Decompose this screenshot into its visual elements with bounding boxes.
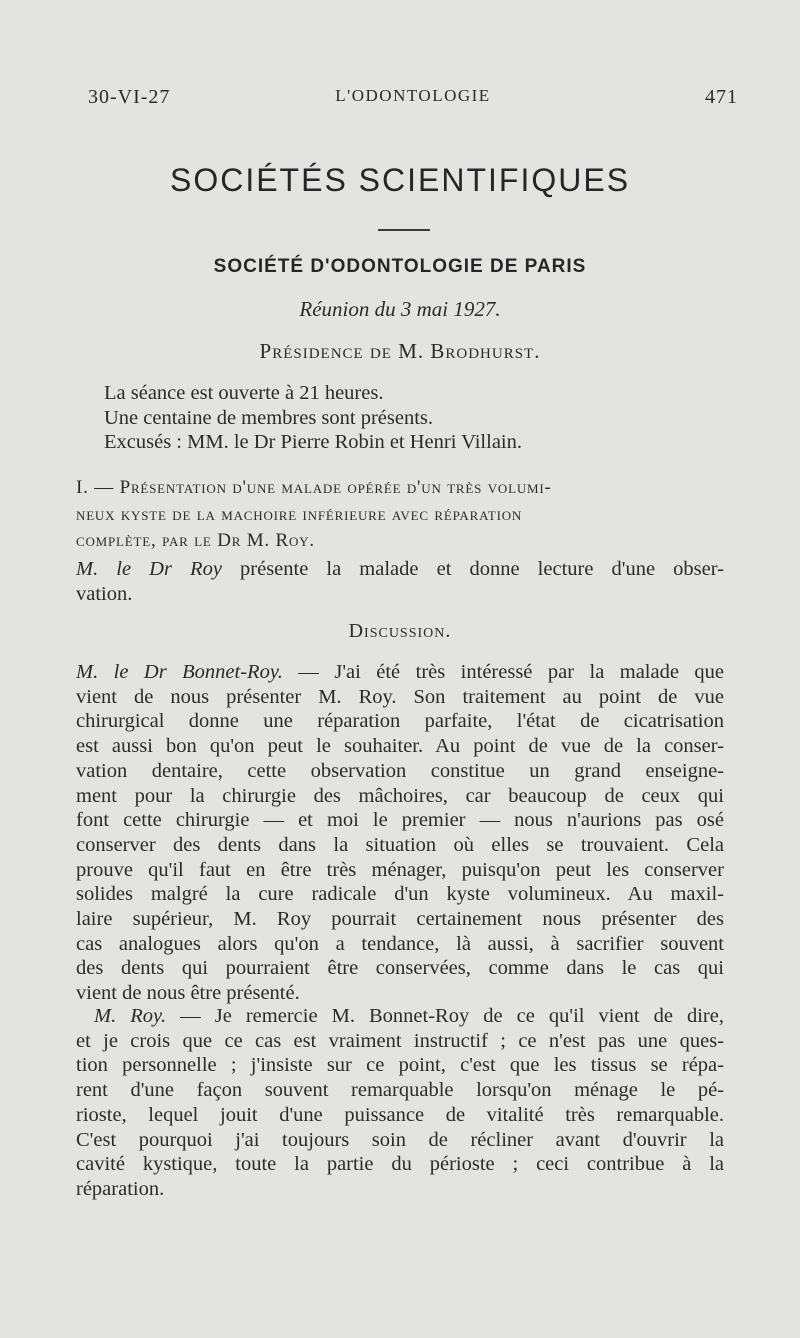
paragraph-line: est aussi bon qu'on peut le souhaiter. Au point de vue de la conser- <box>76 735 724 758</box>
paragraph-line: tion personnelle ; j'insiste sur ce point, c'est que les tissus se répa- <box>76 1054 724 1077</box>
discussion-heading: Discussion. <box>348 620 452 642</box>
intro-line: La séance est ouverte à 21 heures. <box>104 382 384 404</box>
paragraph-line: conserver des dents dans la situation où elles se trouvaient. Cela <box>76 833 724 856</box>
paragraph-line: chirurgical donne une réparation parfaite, l'état de cicatrisation <box>76 710 724 733</box>
paragraph-line: rioste, lequel jouit d'une puissance de vitalité très remarquable. <box>76 1103 724 1126</box>
paragraph-line: et je crois que ce cas est vraiment instructif ; ce n'est pas une ques- <box>76 1029 724 1052</box>
running-head-date: 30-VI-27 <box>88 86 171 108</box>
discussion-paragraph-roy <box>76 1004 724 1202</box>
presentation-paragraph <box>76 557 724 606</box>
presidency-line: Présidence de M. Brodhurst. <box>259 339 541 363</box>
paragraph-line: rent d'une façon souvent remarquable lorsqu'on ménage le pé- <box>76 1079 724 1102</box>
speaker-name: M. le Dr Roy <box>76 558 222 580</box>
paragraph-line: laire supérieur, M. Roy pourrait certainement nous présenter des <box>76 908 724 931</box>
paragraph-line: des dents qui pourraient être conservées, comme dans le cas qui <box>76 957 724 980</box>
item-heading <box>76 475 724 555</box>
speaker-name: M. le Dr Bonnet-Roy. <box>76 661 283 683</box>
line-text: présente la malade et donne lecture d'une obser- <box>221 558 724 580</box>
paragraph-line: réparation. <box>76 1177 165 1200</box>
paragraph-line: cavité kystique, toute la partie du périoste ; ceci contribue à la <box>76 1153 724 1176</box>
paragraph-line: vation dentaire, cette observation constitue un grand enseigne- <box>76 759 724 782</box>
paragraph-line: vation. <box>76 582 133 605</box>
paragraph-line: vient de nous être présenté. <box>76 982 300 1005</box>
running-head-journal: L'ODONTOLOGIE <box>335 86 491 105</box>
paragraph-line <box>76 557 724 582</box>
item-heading-line: neux kyste de la machoire inférieure avec réparation <box>76 503 523 525</box>
discussion-paragraph-bonnet-roy <box>76 660 724 1006</box>
society-title: SOCIÉTÉ D'ODONTOLOGIE DE PARIS <box>213 256 587 277</box>
page-number: 471 <box>705 86 738 108</box>
paragraph-line: C'est pourquoi j'ai toujours soin de récliner avant d'ouvrir la <box>76 1128 724 1151</box>
intro-paragraph <box>104 381 522 455</box>
paragraph-line: vient de nous présenter M. Roy. Son traitement au point de vue <box>76 685 724 708</box>
paragraph-line <box>76 1004 724 1029</box>
line-text: — J'ai été très intéressé par la malade que <box>282 661 724 683</box>
speaker-name: M. Roy. <box>94 1005 167 1027</box>
paragraph-line: prouve qu'il faut en être très ménager, puisqu'on peut les conserver <box>76 858 724 881</box>
paragraph-line <box>76 660 724 685</box>
title-divider <box>378 229 430 231</box>
item-heading-line: complète, par le Dr M. Roy. <box>76 530 315 551</box>
intro-line: Excusés : MM. le Dr Pierre Robin et Henri Villain. <box>104 431 522 453</box>
intro-line: Une centaine de membres sont présents. <box>104 406 434 429</box>
item-heading-line: I. — Présentation d'une malade opérée d'un très volumi- <box>76 477 552 498</box>
meeting-date: Réunion du 3 mai 1927. <box>299 297 501 321</box>
paragraph-line: cas analogues alors qu'on a tendance, là aussi, à sacrifier souvent <box>76 932 724 955</box>
section-title: SOCIÉTÉS SCIENTIFIQUES <box>169 162 631 198</box>
running-head <box>88 86 738 116</box>
paragraph-line: solides malgré la cure radicale d'un kyste volumineux. Au maxil- <box>76 883 724 906</box>
line-text: — Je remercie M. Bonnet-Roy de ce qu'il vient de dire, <box>166 1005 724 1027</box>
paragraph-line: font cette chirurgie — et moi le premier — nous n'aurions pas osé <box>76 809 724 832</box>
paragraph-line: ment pour la chirurgie des mâchoires, car beaucoup de ceux qui <box>76 784 724 807</box>
